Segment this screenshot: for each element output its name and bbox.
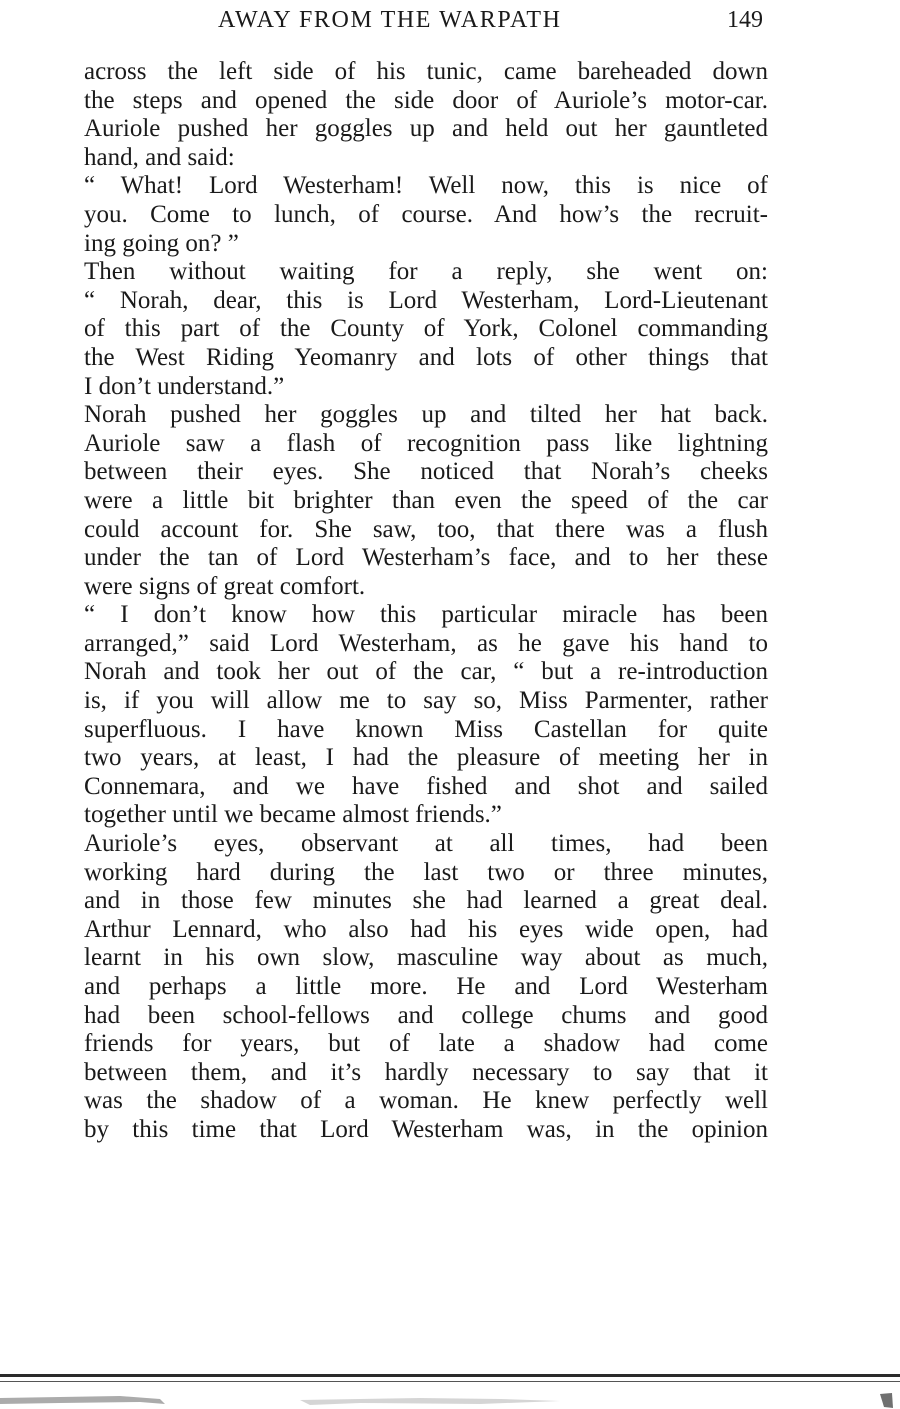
text-line: Norah and took her out of the car, “ but a re-introduction <box>84 658 768 686</box>
text-line: arranged,” said Lord Westerham, as he gave his hand to <box>84 629 768 657</box>
text-line: ing going on? ” <box>84 229 239 257</box>
text-line: friends for years, but of late a shadow had come <box>84 1030 768 1058</box>
text-line: “ Norah, dear, this is Lord Westerham, Lord-Lieutenant <box>84 286 768 314</box>
text-line: had been school-fellows and college chums and good <box>84 1001 768 1029</box>
text-line: Arthur Lennard, who also had his eyes wide open, had <box>84 915 768 943</box>
text-line: I don’t understand.” <box>84 372 285 400</box>
page-number: 149 <box>727 7 763 33</box>
text-line: were a little bit brighter than even the speed of the car <box>84 486 768 514</box>
text-line: Auriole saw a flash of recognition pass like lightning <box>84 429 768 457</box>
text-line: superfluous. I have known Miss Castellan for quite <box>84 715 768 743</box>
text-line: hand, and said: <box>84 143 235 171</box>
text-line: together until we became almost friends.” <box>84 801 502 829</box>
running-head <box>0 4 900 36</box>
text-line: working hard during the last two or three minutes, <box>84 858 768 886</box>
text-line: learnt in his own slow, masculine way about as much, <box>84 944 768 972</box>
text-line: under the tan of Lord Westerham’s face, and to her these <box>84 544 768 572</box>
bottom-rule <box>0 1374 900 1377</box>
text-line: by this time that Lord Westerham was, in the opinion <box>84 1115 768 1143</box>
text-line: Auriole pushed her goggles up and held out her gauntleted <box>84 115 768 143</box>
text-line: “ What! Lord Westerham! Well now, this is nice of <box>84 172 768 200</box>
text-line: between them, and it’s hardly necessary to say that it <box>84 1058 768 1086</box>
text-line: Connemara, and we have fished and shot and sailed <box>84 772 768 800</box>
text-line: of this part of the County of York, Colonel commanding <box>84 315 768 343</box>
scan-edge-artifact <box>0 1390 900 1409</box>
text-line: Auriole’s eyes, observant at all times, had been <box>84 830 768 858</box>
bottom-rule-thin <box>0 1381 900 1382</box>
text-line: and perhaps a little more. He and Lord Westerham <box>84 973 768 1000</box>
body-text <box>84 58 768 1145</box>
text-line: the West Riding Yeomanry and lots of other things that <box>84 343 768 371</box>
text-line: Then without waiting for a reply, she went on: <box>84 258 768 286</box>
text-line: the steps and opened the side door of Auriole’s motor-car. <box>84 86 768 114</box>
text-line: across the left side of his tunic, came bareheaded down <box>84 58 768 85</box>
text-line: were signs of great comfort. <box>84 572 366 600</box>
text-line: could account for. She saw, too, that there was a flush <box>84 515 768 543</box>
text-line: is, if you will allow me to say so, Miss Parmenter, rather <box>84 687 768 715</box>
text-line: was the shadow of a woman. He knew perfectly well <box>84 1087 768 1115</box>
text-line: between their eyes. She noticed that Norah’s cheeks <box>84 458 768 486</box>
running-title: AWAY FROM THE WARPATH <box>218 7 562 33</box>
text-line: Norah pushed her goggles up and tilted her hat back. <box>84 401 768 429</box>
text-line: “ I don’t know how this particular miracle has been <box>84 601 768 629</box>
text-line: two years, at least, I had the pleasure of meeting her in <box>84 744 768 772</box>
text-line: you. Come to lunch, of course. And how’s the recruit- <box>84 200 768 228</box>
text-line: and in those few minutes she had learned a great deal. <box>84 887 768 915</box>
